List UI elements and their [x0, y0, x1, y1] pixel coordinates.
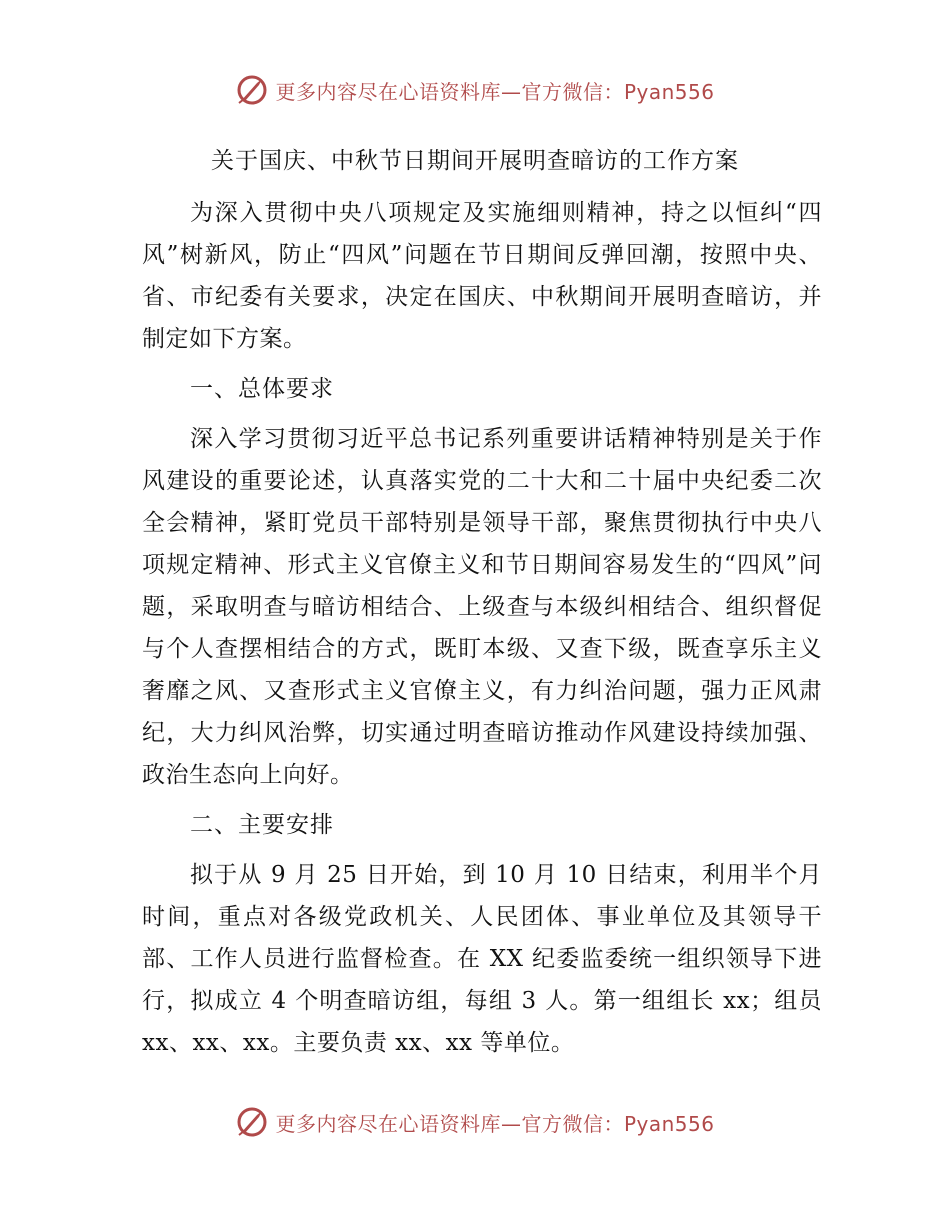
- document-title: 关于国庆、中秋节日期间开展明查暗访的工作方案: [211, 148, 739, 174]
- document-body: [142, 192, 822, 1064]
- section-heading-main-arrangements: 二、主要安排: [190, 812, 334, 838]
- section-body-main-arrangements: 拟于从 9 月 25 日开始，到 10 月 10 日结束，利用半个月时间，重点对各级党政机关、人民团体、事业单位及其领导干部、工作人员进行监督检查。在 XX 纪委监委统一组织领导下进行，拟成立 4 个明查暗访组，每组 3 人。第一组组长 xx；组员 xx、xx、xx。主要负责 xx、xx 等单位。: [142, 862, 822, 1056]
- banner-text: 更多内容尽在心语资料库—官方微信：Pyan556: [275, 1111, 715, 1136]
- section-body-general-requirements: 深入学习贯彻习近平总书记系列重要讲话精神特别是关于作风建设的重要论述，认真落实党的二十大和二十届中央纪委二次全会精神，紧盯党员干部特别是领导干部，聚焦贯彻执行中央八项规定精神、形式主义官僚主义和节日期间容易发生的“四风”问题，采取明查与暗访相结合、上级查与本级纠相结合、组织督促与个人查摆相结合的方式，既盯本级、又查下级，既查享乐主义奢靡之风、又查形式主义官僚主义，有力纠治问题，强力正风肃纪，大力纠风治弊，切实通过明查暗访推动作风建设持续加强、政治生态向上向好。: [142, 426, 822, 788]
- footer-banner: [0, 1102, 950, 1142]
- quill-pen-logo-icon: [235, 73, 269, 107]
- banner-text: 更多内容尽在心语资料库—官方微信：Pyan556: [275, 79, 715, 104]
- intro-paragraph: 为深入贯彻中央八项规定及实施细则精神，持之以恒纠“四风”树新风，防止“四风”问题在节日期间反弹回潮，按照中央、省、市纪委有关要求，决定在国庆、中秋期间开展明查暗访，并制定如下方案。: [142, 200, 822, 352]
- quill-pen-logo-icon: [235, 1105, 269, 1139]
- header-banner: [0, 70, 950, 110]
- section-heading-general-requirements: 一、总体要求: [190, 376, 334, 402]
